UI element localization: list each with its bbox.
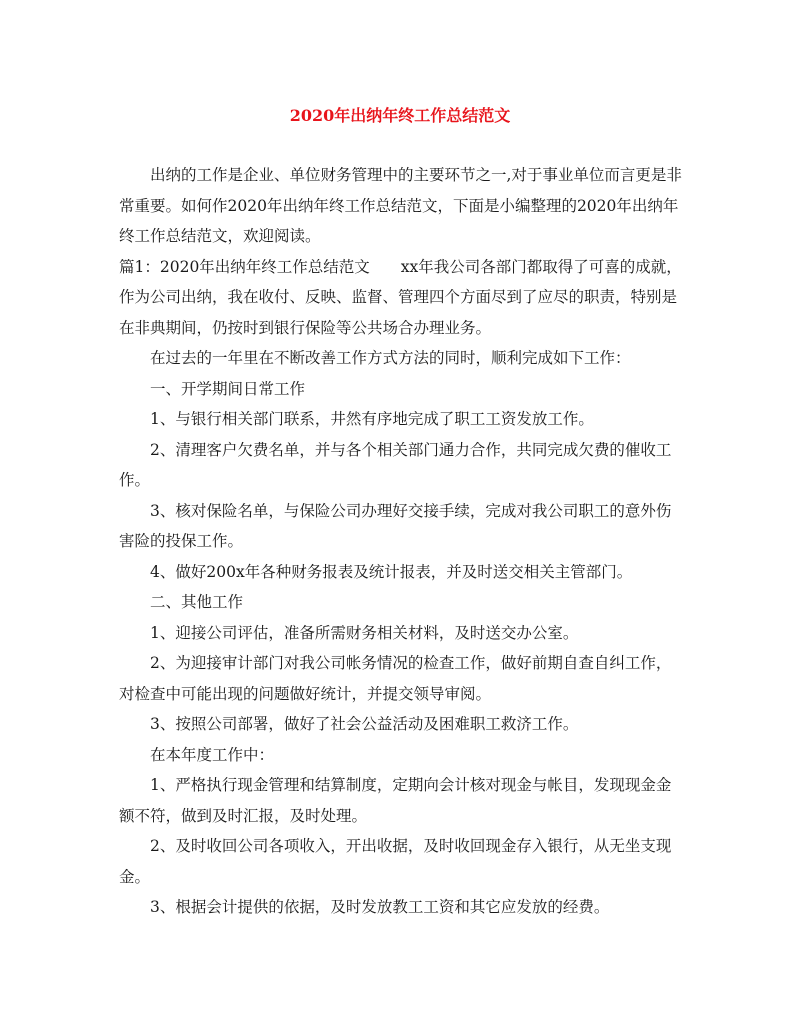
paragraph-past-year: 在过去的一年里在不断改善工作方式方法的同时，顺利完成如下工作：: [150, 349, 631, 367]
heading-daily-work: 一、开学期间日常工作: [150, 379, 306, 398]
document-body: [119, 160, 686, 923]
list-item-other-3: 3、按照公司部署，做好了社会公益活动及困难职工救济工作。: [150, 715, 579, 733]
document-title: 2020年出纳年终工作总结范文: [289, 106, 511, 125]
paragraph-intro: 出纳的工作是企业、单位财务管理中的主要环节之一,对于事业单位而言更是非常重要。如何作2020年出纳年终工作总结范文，下面是小编整理的2020年出纳年终工作总结范文，欢迎阅读。: [119, 166, 682, 245]
list-item-other-1: 1、迎接公司评估，准备所需财务相关材料，及时送交办公室。: [150, 623, 579, 642]
list-item-year-1: 1、严格执行现金管理和结算制度，定期向会计核对现金与帐目，发现现金金额不符，做到及时汇报，及时处理。: [119, 776, 672, 825]
list-item-other-2: 2、为迎接审计部门对我公司帐务情况的检查工作，做好前期自查自纠工作，对检查中可能出现的问题做好统计，并提交领导审阅。: [119, 654, 672, 703]
list-item-year-2: 2、及时收回公司各项收入，开出收据，及时收回现金存入银行，从无坐支现金。: [119, 837, 672, 886]
list-item-daily-4: 4、做好200x年各种财务报表及统计报表，并及时送交相关主管部门。: [150, 562, 633, 581]
paragraph-section-1: 篇1：2020年出纳年终工作总结范文 xx年我公司各部门都取得了可喜的成就，作为公司出纳，我在收付、反映、监督、管理四个方面尽到了应尽的职责，特别是在非典期间，仍按时到银行保险等公共场合办理业务。: [119, 257, 682, 337]
list-item-year-3: 3、根据会计提供的依据，及时发放教工工资和其它应发放的经费。: [150, 898, 610, 916]
list-item-daily-1: 1、与银行相关部门联系，井然有序地完成了职工工资发放工作。: [150, 410, 594, 428]
list-item-daily-2: 2、清理客户欠费名单，并与各个相关部门通力合作，共同完成欠费的催收工作。: [119, 440, 672, 489]
heading-this-year: 在本年度工作中：: [150, 745, 275, 764]
list-item-daily-3: 3、核对保险名单，与保险公司办理好交接手续，完成对我公司职工的意外伤害险的投保工作。: [119, 501, 672, 550]
heading-other-work: 二、其他工作: [150, 593, 244, 611]
